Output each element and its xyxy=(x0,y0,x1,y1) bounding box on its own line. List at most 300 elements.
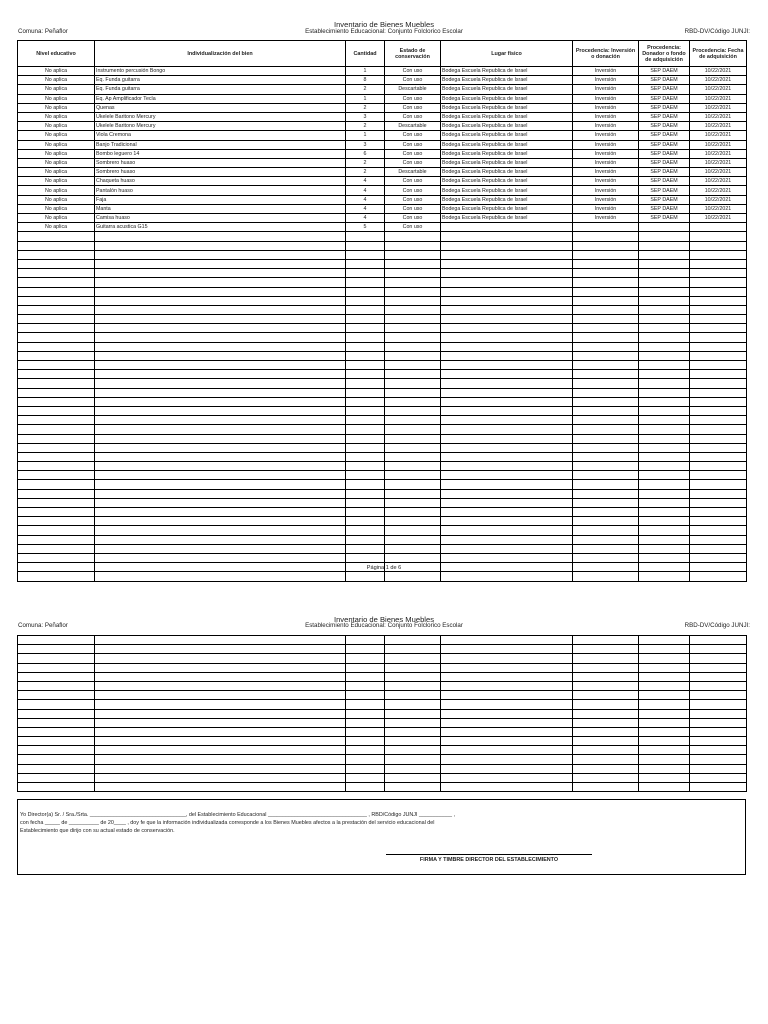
establishment-subtitle: Establecimiento Educacional: Conjunto Folclorico Escolar xyxy=(305,28,463,35)
table-row xyxy=(18,544,747,553)
cell-bien xyxy=(95,755,346,764)
cell-lugar: Bodega Escuela Republica de Israel xyxy=(441,168,573,177)
cell-cantidad: 3 xyxy=(346,112,385,121)
table-row xyxy=(18,149,747,158)
cell-nivel xyxy=(18,572,95,581)
cell-lugar xyxy=(441,351,573,360)
table-row xyxy=(18,508,747,517)
cell-cantidad xyxy=(346,783,385,792)
table-row xyxy=(18,535,747,544)
cell-nivel xyxy=(18,397,95,406)
cell-bien xyxy=(95,296,346,305)
cell-cantidad xyxy=(346,287,385,296)
establishment-subtitle: Establecimiento Educacional: Conjunto Folclorico Escolar xyxy=(305,622,463,629)
cell-lugar xyxy=(441,287,573,296)
cell-nivel xyxy=(18,462,95,471)
cell-cantidad xyxy=(346,406,385,415)
cell-nivel xyxy=(18,278,95,287)
cell-cantidad xyxy=(346,526,385,535)
cell-bien xyxy=(95,480,346,489)
cell-nivel xyxy=(18,737,95,746)
table-row xyxy=(18,177,747,186)
table-row xyxy=(18,737,747,746)
cell-lugar: Bodega Escuela Republica de Israel xyxy=(441,158,573,167)
cell-donador xyxy=(639,489,690,498)
rbd-label: RBD-DV/Código JUNJI: xyxy=(684,622,750,629)
cell-estado xyxy=(385,296,441,305)
cell-fecha: 10/22/2021 xyxy=(690,131,747,140)
cell-donador: SEP DAEM xyxy=(639,103,690,112)
table-row xyxy=(18,462,747,471)
cell-bien: Sombrero huaso xyxy=(95,168,346,177)
cell-bien: Bombo leguero 14 xyxy=(95,149,346,158)
table-row xyxy=(18,480,747,489)
cell-fecha xyxy=(690,406,747,415)
cell-bien xyxy=(95,517,346,526)
cell-donador xyxy=(639,342,690,351)
cell-estado xyxy=(385,691,441,700)
cell-estado xyxy=(385,287,441,296)
cell-lugar xyxy=(441,342,573,351)
cell-fecha xyxy=(690,333,747,342)
cell-lugar: Bodega Escuela Republica de Israel xyxy=(441,76,573,85)
cell-nivel xyxy=(18,544,95,553)
table-row xyxy=(18,553,747,562)
cell-bien: Quenas xyxy=(95,103,346,112)
cell-fecha xyxy=(690,278,747,287)
table-row xyxy=(18,269,747,278)
cell-fecha xyxy=(690,764,747,773)
cell-cantidad: 1 xyxy=(346,131,385,140)
cell-bien: Sombrero huaso xyxy=(95,158,346,167)
cell-donador xyxy=(639,718,690,727)
cell-lugar xyxy=(441,645,573,654)
cell-proc: Inversión xyxy=(573,149,639,158)
cell-estado xyxy=(385,672,441,681)
cell-nivel: No aplica xyxy=(18,67,95,76)
cell-donador xyxy=(639,572,690,581)
cell-bien xyxy=(95,746,346,755)
cell-fecha xyxy=(690,471,747,480)
cell-fecha xyxy=(690,746,747,755)
table-row xyxy=(18,645,747,654)
cell-proc xyxy=(573,241,639,250)
cell-donador xyxy=(639,250,690,259)
cell-proc xyxy=(573,727,639,736)
cell-proc xyxy=(573,259,639,268)
cell-bien xyxy=(95,645,346,654)
cell-donador xyxy=(639,434,690,443)
table-row xyxy=(18,681,747,690)
cell-proc xyxy=(573,379,639,388)
signature-label: FIRMA Y TIMBRE DIRECTOR DEL ESTABLECIMIENTO xyxy=(419,857,559,863)
cell-cantidad xyxy=(346,636,385,645)
cell-cantidad xyxy=(346,517,385,526)
cell-lugar: Bodega Escuela Republica de Israel xyxy=(441,149,573,158)
cell-cantidad xyxy=(346,425,385,434)
cell-lugar xyxy=(441,296,573,305)
cell-cantidad xyxy=(346,535,385,544)
cell-fecha xyxy=(690,296,747,305)
cell-fecha xyxy=(690,324,747,333)
cell-estado xyxy=(385,553,441,562)
cell-nivel xyxy=(18,718,95,727)
cell-nivel xyxy=(18,287,95,296)
cell-nivel xyxy=(18,296,95,305)
table-row xyxy=(18,783,747,792)
cell-lugar xyxy=(441,700,573,709)
cell-estado xyxy=(385,434,441,443)
cell-fecha: 10/22/2021 xyxy=(690,149,747,158)
table-row xyxy=(18,250,747,259)
cell-estado xyxy=(385,443,441,452)
col-fecha: Procedencia: Fecha de adquisición xyxy=(690,41,747,67)
cell-estado: Con uso xyxy=(385,103,441,112)
table-row xyxy=(18,471,747,480)
cell-donador xyxy=(639,388,690,397)
table-row xyxy=(18,103,747,112)
table-row xyxy=(18,195,747,204)
cell-nivel xyxy=(18,443,95,452)
cell-estado: Con uso xyxy=(385,158,441,167)
cell-nivel: No aplica xyxy=(18,177,95,186)
table-row xyxy=(18,232,747,241)
cell-bien xyxy=(95,250,346,259)
cell-donador xyxy=(639,379,690,388)
cell-lugar xyxy=(441,434,573,443)
cell-donador xyxy=(639,526,690,535)
table-row xyxy=(18,140,747,149)
cell-cantidad: 4 xyxy=(346,204,385,213)
cell-lugar xyxy=(441,223,573,232)
cell-donador xyxy=(639,517,690,526)
cell-fecha xyxy=(690,480,747,489)
comuna-label: Comuna: Peñaflor xyxy=(18,28,68,35)
cell-bien xyxy=(95,489,346,498)
cell-donador xyxy=(639,296,690,305)
cell-fecha xyxy=(690,259,747,268)
cell-lugar: Bodega Escuela Republica de Israel xyxy=(441,67,573,76)
cell-estado: Con uso xyxy=(385,140,441,149)
cell-cantidad xyxy=(346,663,385,672)
cell-lugar xyxy=(441,480,573,489)
cell-donador xyxy=(639,535,690,544)
cell-cantidad xyxy=(346,489,385,498)
cell-fecha xyxy=(690,223,747,232)
cell-estado: Con uso xyxy=(385,67,441,76)
cell-bien xyxy=(95,764,346,773)
cell-estado: Descartable xyxy=(385,85,441,94)
cell-donador: SEP DAEM xyxy=(639,122,690,131)
cell-proc xyxy=(573,508,639,517)
cell-nivel xyxy=(18,663,95,672)
cell-lugar xyxy=(441,425,573,434)
cell-nivel xyxy=(18,324,95,333)
cell-cantidad xyxy=(346,480,385,489)
cell-lugar xyxy=(441,315,573,324)
cell-fecha: 10/22/2021 xyxy=(690,67,747,76)
cell-bien xyxy=(95,278,346,287)
cell-lugar xyxy=(441,709,573,718)
col-cantidad: Cantidad xyxy=(346,41,385,67)
cell-nivel xyxy=(18,773,95,782)
cell-fecha xyxy=(690,535,747,544)
cell-lugar: Bodega Escuela Republica de Israel xyxy=(441,204,573,213)
cell-proc: Inversión xyxy=(573,103,639,112)
cell-bien xyxy=(95,324,346,333)
table-row xyxy=(18,425,747,434)
cell-proc xyxy=(573,718,639,727)
cell-donador xyxy=(639,269,690,278)
cell-cantidad xyxy=(346,718,385,727)
cell-estado xyxy=(385,232,441,241)
cell-donador xyxy=(639,773,690,782)
cell-donador: SEP DAEM xyxy=(639,195,690,204)
cell-nivel: No aplica xyxy=(18,223,95,232)
table-row xyxy=(18,388,747,397)
cell-cantidad xyxy=(346,351,385,360)
cell-lugar xyxy=(441,508,573,517)
cell-nivel: No aplica xyxy=(18,131,95,140)
cell-lugar: Bodega Escuela Republica de Israel xyxy=(441,122,573,131)
cell-bien xyxy=(95,672,346,681)
cell-lugar xyxy=(441,526,573,535)
cell-proc xyxy=(573,342,639,351)
cell-bien: Eq. Funda guitarra xyxy=(95,85,346,94)
cell-bien xyxy=(95,305,346,314)
cell-proc xyxy=(573,278,639,287)
cell-proc: Inversión xyxy=(573,67,639,76)
cell-fecha xyxy=(690,232,747,241)
certification-box xyxy=(17,799,746,875)
cell-cantidad xyxy=(346,672,385,681)
cell-proc: Inversión xyxy=(573,168,639,177)
cell-cantidad: 8 xyxy=(346,76,385,85)
cell-cantidad xyxy=(346,544,385,553)
table-row xyxy=(18,443,747,452)
cell-cantidad xyxy=(346,342,385,351)
cell-cantidad xyxy=(346,462,385,471)
cell-estado xyxy=(385,269,441,278)
cell-cantidad: 2 xyxy=(346,158,385,167)
cell-bien: Pantalón huaso xyxy=(95,186,346,195)
cell-estado xyxy=(385,727,441,736)
cell-nivel xyxy=(18,416,95,425)
cell-nivel: No aplica xyxy=(18,168,95,177)
cell-nivel xyxy=(18,681,95,690)
cell-donador xyxy=(639,755,690,764)
cell-nivel xyxy=(18,727,95,736)
cell-nivel: No aplica xyxy=(18,195,95,204)
cell-fecha: 10/22/2021 xyxy=(690,195,747,204)
cell-fecha xyxy=(690,416,747,425)
cell-proc: Inversión xyxy=(573,112,639,121)
cell-bien xyxy=(95,783,346,792)
cell-nivel xyxy=(18,315,95,324)
cell-cantidad xyxy=(346,700,385,709)
cell-bien xyxy=(95,498,346,507)
cell-donador xyxy=(639,425,690,434)
cell-bien: Ukelele Baritono Mercury xyxy=(95,122,346,131)
cell-nivel: No aplica xyxy=(18,85,95,94)
cell-estado xyxy=(385,764,441,773)
cell-cantidad xyxy=(346,269,385,278)
cell-lugar xyxy=(441,269,573,278)
cell-donador xyxy=(639,406,690,415)
cell-nivel: No aplica xyxy=(18,204,95,213)
cell-proc xyxy=(573,269,639,278)
cell-fecha: 10/22/2021 xyxy=(690,168,747,177)
cell-proc: Inversión xyxy=(573,76,639,85)
cell-fecha xyxy=(690,342,747,351)
cell-estado xyxy=(385,324,441,333)
cell-fecha xyxy=(690,370,747,379)
cell-bien xyxy=(95,315,346,324)
cell-nivel xyxy=(18,636,95,645)
cell-estado: Con uso xyxy=(385,214,441,223)
cell-fecha xyxy=(690,645,747,654)
cell-bien xyxy=(95,425,346,434)
cell-lugar: Bodega Escuela Republica de Israel xyxy=(441,195,573,204)
cell-estado xyxy=(385,737,441,746)
cell-cantidad: 4 xyxy=(346,214,385,223)
cell-fecha xyxy=(690,691,747,700)
cell-fecha xyxy=(690,397,747,406)
cell-estado xyxy=(385,773,441,782)
table-row xyxy=(18,691,747,700)
table-row xyxy=(18,489,747,498)
cell-cantidad xyxy=(346,764,385,773)
cell-proc xyxy=(573,654,639,663)
cell-cantidad xyxy=(346,241,385,250)
cell-fecha xyxy=(690,773,747,782)
inventory-table-continued xyxy=(17,635,747,792)
cell-cantidad xyxy=(346,727,385,736)
cell-bien xyxy=(95,700,346,709)
cell-fecha xyxy=(690,351,747,360)
table-row xyxy=(18,361,747,370)
table-row xyxy=(18,700,747,709)
cell-fecha xyxy=(690,553,747,562)
cell-cantidad: 4 xyxy=(346,186,385,195)
cell-proc xyxy=(573,416,639,425)
cell-estado xyxy=(385,645,441,654)
cell-lugar xyxy=(441,443,573,452)
cell-nivel: No aplica xyxy=(18,76,95,85)
cell-bien xyxy=(95,406,346,415)
table-row xyxy=(18,727,747,736)
cell-lugar: Bodega Escuela Republica de Israel xyxy=(441,85,573,94)
cell-estado xyxy=(385,278,441,287)
cell-estado xyxy=(385,333,441,342)
cell-estado xyxy=(385,535,441,544)
cell-lugar: Bodega Escuela Republica de Israel xyxy=(441,131,573,140)
cell-donador: SEP DAEM xyxy=(639,214,690,223)
table-row xyxy=(18,416,747,425)
cell-estado: Con uso xyxy=(385,131,441,140)
cell-lugar xyxy=(441,406,573,415)
cell-cantidad xyxy=(346,654,385,663)
cell-bien xyxy=(95,636,346,645)
cell-donador xyxy=(639,645,690,654)
cell-cantidad xyxy=(346,397,385,406)
cell-estado xyxy=(385,755,441,764)
cell-donador xyxy=(639,480,690,489)
cell-bien xyxy=(95,241,346,250)
cell-donador xyxy=(639,333,690,342)
cell-bien: Instrumento percusión Bongo xyxy=(95,67,346,76)
cell-estado: Descartable xyxy=(385,122,441,131)
cell-bien xyxy=(95,388,346,397)
certification-line-2: con fecha _____ de __________ de 20____ , doy fe que la información individualizada corresponde a los Bienes Muebles afectos a la prestación del servicio educacional del xyxy=(20,820,435,826)
table-row xyxy=(18,755,747,764)
cell-lugar: Bodega Escuela Republica de Israel xyxy=(441,103,573,112)
cell-proc xyxy=(573,663,639,672)
cell-nivel xyxy=(18,232,95,241)
cell-fecha xyxy=(690,434,747,443)
cell-proc xyxy=(573,636,639,645)
cell-bien xyxy=(95,397,346,406)
cell-donador xyxy=(639,636,690,645)
table-row xyxy=(18,342,747,351)
table-row xyxy=(18,287,747,296)
cell-donador xyxy=(639,681,690,690)
table-row xyxy=(18,204,747,213)
cell-bien xyxy=(95,361,346,370)
cell-cantidad xyxy=(346,572,385,581)
cell-cantidad xyxy=(346,737,385,746)
cell-donador xyxy=(639,452,690,461)
cell-donador xyxy=(639,416,690,425)
cell-nivel: No aplica xyxy=(18,103,95,112)
page-title: Inventario de Bienes Muebles xyxy=(333,20,435,29)
cell-cantidad: 4 xyxy=(346,195,385,204)
cell-nivel xyxy=(18,508,95,517)
cell-lugar xyxy=(441,746,573,755)
cell-proc xyxy=(573,553,639,562)
cell-estado xyxy=(385,452,441,461)
col-nivel-educativo: Nivel educativo xyxy=(18,41,95,67)
cell-bien xyxy=(95,727,346,736)
cell-proc xyxy=(573,691,639,700)
cell-bien xyxy=(95,535,346,544)
cell-lugar xyxy=(441,681,573,690)
cell-cantidad: 2 xyxy=(346,168,385,177)
cell-fecha xyxy=(690,572,747,581)
table-row xyxy=(18,397,747,406)
col-individualizacion: Individualización del bien xyxy=(95,41,346,67)
cell-estado: Con uso xyxy=(385,149,441,158)
cell-lugar xyxy=(441,783,573,792)
cell-nivel: No aplica xyxy=(18,149,95,158)
cell-nivel xyxy=(18,250,95,259)
cell-donador xyxy=(639,443,690,452)
cell-donador xyxy=(639,287,690,296)
cell-fecha xyxy=(690,305,747,314)
cell-lugar xyxy=(441,663,573,672)
rbd-label: RBD-DV/Código JUNJI: xyxy=(684,28,750,35)
cell-fecha: 10/22/2021 xyxy=(690,112,747,121)
cell-bien xyxy=(95,370,346,379)
table-row xyxy=(18,158,747,167)
cell-proc: Inversión xyxy=(573,214,639,223)
table-row xyxy=(18,764,747,773)
cell-cantidad xyxy=(346,746,385,755)
cell-proc xyxy=(573,471,639,480)
cell-donador: SEP DAEM xyxy=(639,112,690,121)
cell-proc xyxy=(573,397,639,406)
cell-estado xyxy=(385,462,441,471)
